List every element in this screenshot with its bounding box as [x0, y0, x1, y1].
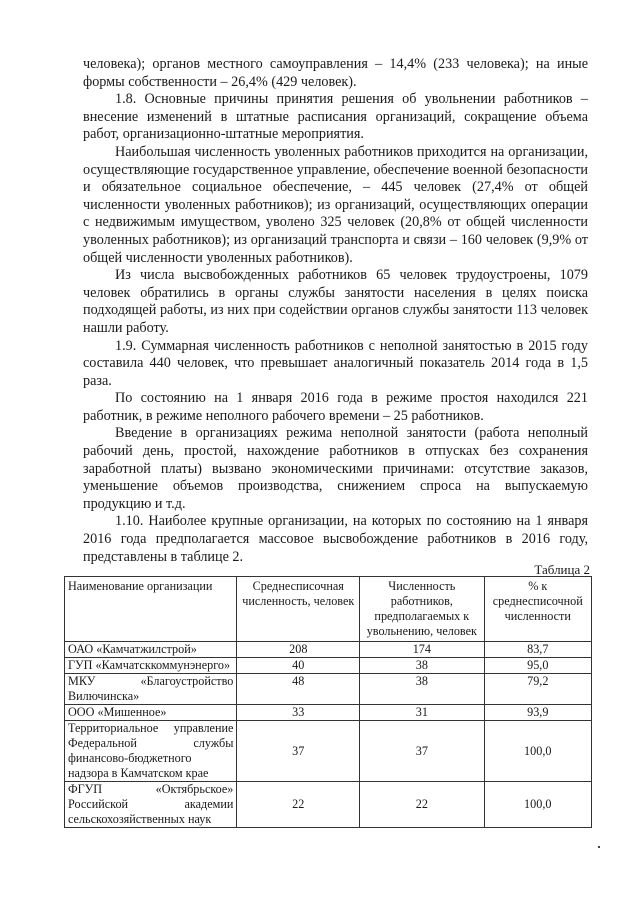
table-header-row — [65, 577, 592, 642]
org-name-cell: ОАО «Камчатжилстрой» — [65, 642, 237, 658]
table-row — [65, 782, 592, 828]
planned-dismissals-cell: 174 — [360, 642, 484, 658]
paragraph: Введение в организациях режима неполной занятости (работа неполный рабочий день, простой, нахождение работников в отпусках без сохранения заработной платы) вызвано экономическими причинами: отсутствие заказов, уменьшение объемов производства, снижением спроса на выпускаемую продукцию и т.д. — [83, 425, 588, 512]
planned-dismissals-cell: 38 — [360, 658, 484, 674]
table-row — [65, 642, 592, 658]
percent-cell: 79,2 — [484, 674, 591, 705]
percent-cell: 100,0 — [484, 782, 591, 828]
planned-dismissals-cell: 22 — [360, 782, 484, 828]
percent-cell: 93,9 — [484, 705, 591, 721]
paragraph: человека); органов местного самоуправления – 14,4% (233 человека); на иные формы собственности – 26,4% (429 человек). — [83, 56, 588, 90]
paragraph: 1.9. Суммарная численность работников с неполной занятостью в 2015 году составила 440 человек, что превышает аналогичный показатель 2014 года в 1,5 раза. — [83, 337, 588, 389]
scan-speck — [598, 846, 600, 848]
org-name-cell: ГУП «Камчатсккоммунэнерго» — [65, 658, 237, 674]
paragraph: Из числа высвобожденных работников 65 человек трудоустроены, 1079 человек обратились в органы службы занятости населения в целях поиска подходящей работы, из них при содействии органов службы занятости 113 человек нашли работу. — [83, 267, 588, 336]
table-row — [65, 705, 592, 721]
org-name-cell: МКУ «Благоустройство Вилючинска» — [65, 674, 237, 705]
column-header: Среднесписочная численность, человек — [237, 577, 360, 642]
column-header: % к среднесписочной численности — [484, 577, 591, 642]
organizations-table — [64, 576, 592, 828]
paragraph: Наибольшая численность уволенных работников приходится на организации, осуществляющие государственное управление, обеспечение военной безопасности и обязательное социальное обеспечение, – 445 человек (27,4% от общей численности уволенных работников); из организаций, осуществляющих операции с недвижимым имуществом, уволено 325 человек (20,8% от общей численности уволенных работников); из организаций транспорта и связи – 160 человек (9,9% от общей численности уволенных работников). — [83, 143, 588, 266]
planned-dismissals-cell: 37 — [360, 721, 484, 782]
org-name-cell: ООО «Мишенное» — [65, 705, 237, 721]
org-name-cell: ФГУП «Октябрьское» Российской академии сельскохозяйственных наук — [65, 782, 237, 828]
percent-cell: 95,0 — [484, 658, 591, 674]
column-header: Наименование организации — [65, 577, 237, 642]
avg-headcount-cell: 22 — [237, 782, 360, 828]
table-row — [65, 721, 592, 782]
planned-dismissals-cell: 38 — [360, 674, 484, 705]
body-text — [83, 56, 588, 566]
paragraph: По состоянию на 1 января 2016 года в режиме простоя находился 221 работник, в режиме неполного рабочего времени – 25 работников. — [83, 390, 588, 424]
table-row — [65, 674, 592, 705]
avg-headcount-cell: 33 — [237, 705, 360, 721]
org-name-cell: Территориальное управление Федеральной службы финансово-бюджетного надзора в Камчатском крае — [65, 721, 237, 782]
avg-headcount-cell: 37 — [237, 721, 360, 782]
avg-headcount-cell: 48 — [237, 674, 360, 705]
avg-headcount-cell: 208 — [237, 642, 360, 658]
paragraph: 1.8. Основные причины принятия решения об увольнении работников – внесение изменений в штатные расписания организаций, сокращение объема работ, организационно-штатные мероприятия. — [83, 91, 588, 143]
paragraph: 1.10. Наиболее крупные организации, на которых по состоянию на 1 января 2016 года предполагается массовое высвобождение работников в 2016 году, представлены в таблице 2. — [83, 513, 588, 565]
column-header: Численность работников, предполагаемых к увольнению, человек — [360, 577, 484, 642]
table-row — [65, 658, 592, 674]
avg-headcount-cell: 40 — [237, 658, 360, 674]
planned-dismissals-cell: 31 — [360, 705, 484, 721]
table-caption: Таблица 2 — [534, 562, 590, 577]
percent-cell: 83,7 — [484, 642, 591, 658]
percent-cell: 100,0 — [484, 721, 591, 782]
